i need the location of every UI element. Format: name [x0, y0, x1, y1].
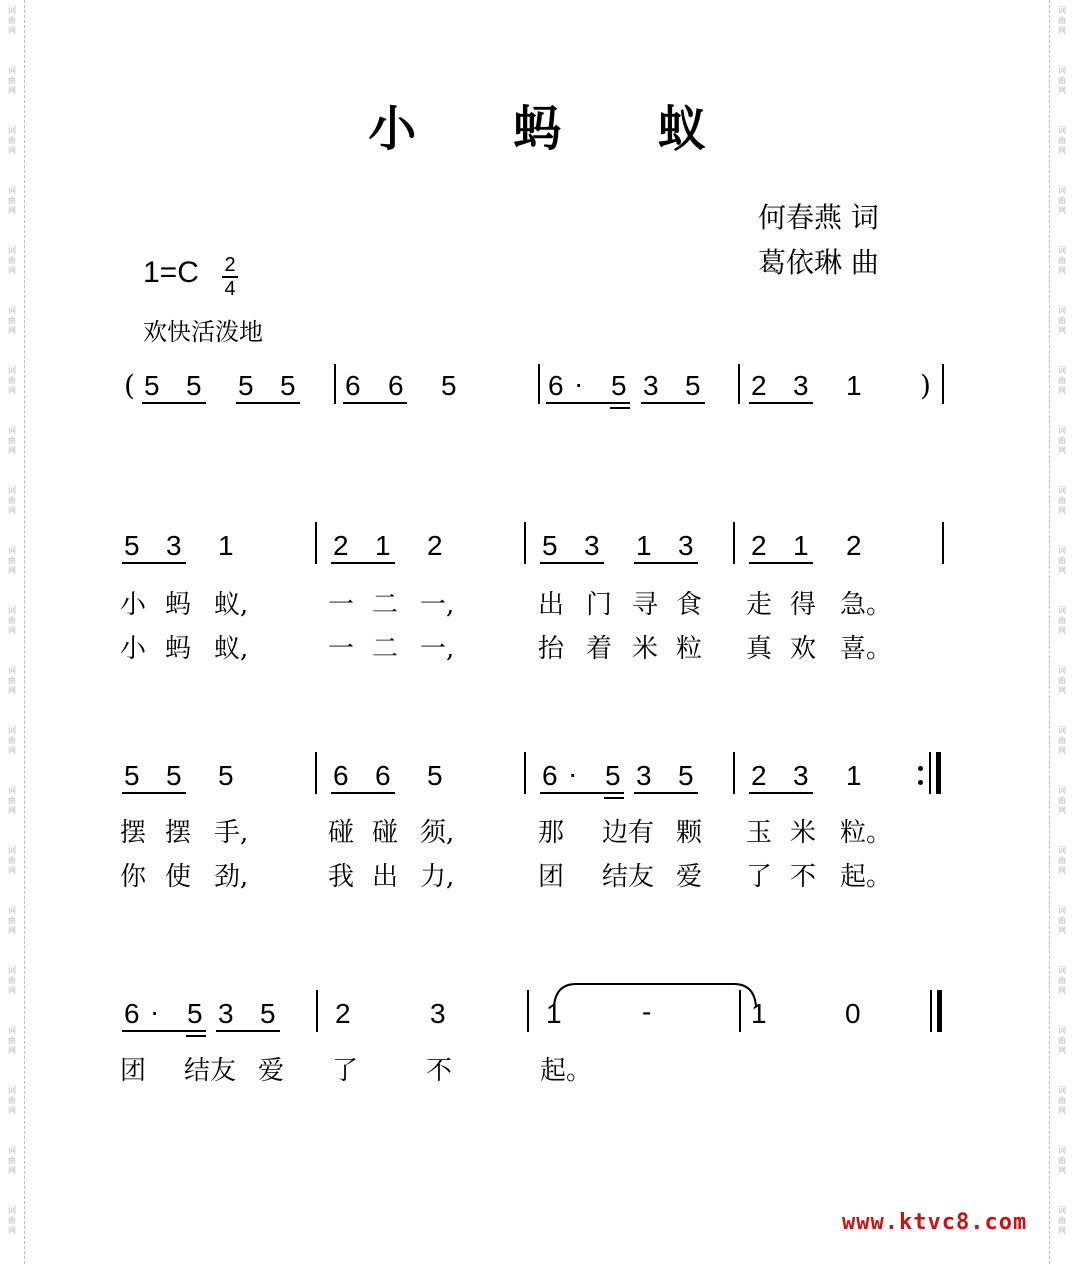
watermark-glyph-group: 词 曲 网 — [1058, 486, 1066, 515]
watermark-glyph-group: 词 曲 网 — [8, 966, 16, 995]
tie-arc — [552, 978, 758, 1008]
lyric: 手, — [214, 818, 249, 848]
lyric: 颗 — [676, 818, 703, 848]
lyric: 劲, — [214, 862, 249, 892]
intro-paren-open: ( — [124, 369, 135, 402]
note: 0 — [845, 998, 861, 1029]
lyric: 了 — [332, 1056, 359, 1086]
repeat-dot — [918, 780, 923, 785]
intro-paren-close: ) — [920, 369, 931, 402]
lyric: 粒 — [676, 634, 703, 664]
barline — [733, 752, 735, 794]
watermark-glyph-group: 词 曲 网 — [1058, 546, 1066, 575]
note: 5 — [678, 760, 694, 791]
watermark-glyph-group: 词 曲 网 — [8, 66, 16, 95]
dot: · — [150, 996, 160, 1027]
watermark-glyph-group: 词 曲 网 — [1058, 846, 1066, 875]
note: 5 — [685, 370, 701, 401]
watermark-glyph-group: 词 曲 网 — [8, 906, 16, 935]
lyric: 食 — [676, 590, 703, 620]
lyric: 碰 — [328, 818, 355, 848]
lyric: 不 — [426, 1056, 453, 1086]
watermark-glyph-group: 词 曲 网 — [1058, 126, 1066, 155]
note: 2 — [427, 530, 443, 561]
note: 5 — [144, 370, 160, 401]
lyric: 一, — [420, 590, 455, 620]
note: 6 — [388, 370, 404, 401]
barline — [942, 522, 944, 564]
watermark-glyph-group: 词 曲 网 — [1058, 606, 1066, 635]
lyric: 团 — [538, 862, 565, 892]
lyric: 小 — [120, 634, 147, 664]
note: 5 — [427, 760, 443, 791]
lyric: 力, — [420, 862, 455, 892]
lyric: 米 — [632, 634, 659, 664]
barline — [316, 990, 318, 1032]
lyric: 寻 — [632, 590, 659, 620]
watermark-glyph-group: 词 曲 网 — [1058, 666, 1066, 695]
lyric: 着 — [586, 634, 613, 664]
barline — [942, 364, 944, 404]
lyric: 我 — [328, 862, 355, 892]
lyric: 二 — [372, 634, 399, 664]
lyric: 二 — [372, 590, 399, 620]
note: 2 — [751, 370, 767, 401]
watermark-glyph-group: 词 曲 网 — [8, 1086, 16, 1115]
barline — [315, 752, 317, 794]
watermark-glyph-group: 词 曲 网 — [1058, 786, 1066, 815]
note: 1 — [218, 530, 234, 561]
watermark-glyph-group: 词 曲 网 — [1058, 6, 1066, 35]
repeat-barline — [929, 752, 931, 794]
site-watermark: www.ktvc8.com — [842, 1210, 1028, 1235]
right-watermark-strip — [1049, 0, 1074, 1264]
lyric: 急。 — [840, 590, 893, 620]
watermark-glyph-group: 词 曲 网 — [8, 1206, 16, 1235]
note: 5 — [611, 370, 627, 401]
note: 5 — [218, 760, 234, 791]
note: 5 — [124, 530, 140, 561]
note: 3 — [793, 370, 809, 401]
note: 5 — [441, 370, 457, 401]
note: 3 — [643, 370, 659, 401]
watermark-glyph-group: 词 曲 网 — [1058, 306, 1066, 335]
left-watermark-strip — [0, 0, 25, 1264]
note: 6 — [333, 760, 349, 791]
lyric: 摆 — [120, 818, 147, 848]
lyric: 起。 — [840, 862, 893, 892]
note: 5 — [166, 760, 182, 791]
lyric: 玉 — [746, 818, 773, 848]
lyric: 一, — [420, 634, 455, 664]
note: 5 — [605, 760, 621, 791]
note: 2 — [751, 760, 767, 791]
watermark-glyph-group: 词 曲 网 — [8, 606, 16, 635]
lyric: 那 — [538, 818, 565, 848]
time-signature — [221, 254, 239, 300]
lyric: 出 — [372, 862, 399, 892]
lyric: 喜。 — [840, 634, 893, 664]
watermark-glyph-group: 词 曲 网 — [1058, 1206, 1066, 1235]
note: 5 — [187, 998, 203, 1029]
watermark-glyph-group: 词 曲 网 — [1058, 1146, 1066, 1175]
lyric: 米 — [790, 818, 817, 848]
note: 1 — [846, 370, 862, 401]
watermark-glyph-group: 词 曲 网 — [1058, 186, 1066, 215]
note: 5 — [542, 530, 558, 561]
lyric: 真 — [746, 634, 773, 664]
watermark-glyph-group: 词 曲 网 — [8, 186, 16, 215]
lyric: 得 — [790, 590, 817, 620]
barline — [334, 364, 336, 404]
lyric: 须, — [420, 818, 455, 848]
note: 3 — [636, 760, 652, 791]
lyric: 蚁, — [214, 634, 249, 664]
lyric: 结友 — [602, 862, 655, 892]
dot: · — [568, 758, 578, 789]
lyric: 摆 — [165, 818, 192, 848]
watermark-glyph-group: 词 曲 网 — [1058, 966, 1066, 995]
repeat-thick-barline — [936, 752, 941, 794]
final-barline-thin — [930, 990, 932, 1032]
lyric: 蚂 — [165, 634, 192, 664]
note: 2 — [751, 530, 767, 561]
note: 5 — [186, 370, 202, 401]
watermark-glyph-group: 词 曲 网 — [8, 426, 16, 455]
lyric: 不 — [790, 862, 817, 892]
note: 3 — [218, 998, 234, 1029]
note: 1 — [636, 530, 652, 561]
note: 6 — [548, 370, 564, 401]
lyricist-credit: 何春燕 词 — [758, 201, 879, 234]
lyric: 欢 — [790, 634, 817, 664]
barline — [524, 752, 526, 794]
lyric: 粒。 — [840, 818, 893, 848]
composer-credit: 葛依琳 曲 — [758, 246, 879, 279]
watermark-glyph-group: 词 曲 网 — [8, 6, 16, 35]
lyric: 了 — [746, 862, 773, 892]
barline — [527, 990, 529, 1032]
lyric: 走 — [746, 590, 773, 620]
lyric: 使 — [165, 862, 192, 892]
watermark-glyph-group: 词 曲 网 — [8, 666, 16, 695]
note: 1 — [793, 530, 809, 561]
lyric: 团 — [120, 1056, 147, 1086]
key-signature: 1=C — [143, 256, 199, 289]
watermark-glyph-group: 词 曲 网 — [8, 846, 16, 875]
barline — [315, 522, 317, 564]
watermark-glyph-group: 词 曲 网 — [8, 1026, 16, 1055]
note: 1 — [846, 760, 862, 791]
note: 3 — [584, 530, 600, 561]
watermark-glyph-group: 词 曲 网 — [8, 1146, 16, 1175]
watermark-glyph-group: 词 曲 网 — [1058, 726, 1066, 755]
final-barline-thick — [937, 990, 942, 1032]
barline — [739, 990, 741, 1032]
watermark-glyph-group: 词 曲 网 — [8, 366, 16, 395]
note: 1 — [751, 998, 767, 1029]
song-title: 小 蚂 蚁 — [368, 101, 746, 157]
note: 5 — [260, 998, 276, 1029]
note: 6 — [542, 760, 558, 791]
lyric: 结友 — [184, 1056, 237, 1086]
lyric: 小 — [120, 590, 147, 620]
tempo-marking: 欢快活泼地 — [143, 318, 263, 346]
note: 6 — [345, 370, 361, 401]
watermark-glyph-group: 词 曲 网 — [1058, 66, 1066, 95]
lyric: 起。 — [540, 1056, 593, 1086]
note: 1 — [546, 998, 562, 1029]
lyric: 门 — [586, 590, 613, 620]
watermark-glyph-group: 词 曲 网 — [1058, 906, 1066, 935]
watermark-glyph-group: 词 曲 网 — [1058, 1086, 1066, 1115]
barline — [738, 364, 740, 404]
time-signature-bottom: 4 — [224, 278, 236, 300]
dot: · — [574, 368, 584, 399]
note: 6 — [375, 760, 391, 791]
barline — [524, 522, 526, 564]
lyric: 蚂 — [165, 590, 192, 620]
lyric: 碰 — [372, 818, 399, 848]
note: - — [642, 996, 652, 1027]
note: 2 — [846, 530, 862, 561]
time-signature-top: 2 — [224, 254, 236, 276]
barline — [733, 522, 735, 564]
lyric: 一 — [328, 590, 355, 620]
note: 5 — [238, 370, 254, 401]
watermark-glyph-group: 词 曲 网 — [1058, 246, 1066, 275]
watermark-glyph-group: 词 曲 网 — [8, 486, 16, 515]
lyric: 出 — [538, 590, 565, 620]
watermark-glyph-group: 词 曲 网 — [8, 126, 16, 155]
barline — [538, 364, 540, 404]
note: 2 — [333, 530, 349, 561]
lyric: 爱 — [258, 1056, 285, 1086]
note: 5 — [280, 370, 296, 401]
lyric: 你 — [120, 862, 147, 892]
lyric: 抬 — [538, 634, 565, 664]
watermark-glyph-group: 词 曲 网 — [8, 546, 16, 575]
note: 3 — [678, 530, 694, 561]
note: 1 — [375, 530, 391, 561]
note: 3 — [166, 530, 182, 561]
watermark-glyph-group: 词 曲 网 — [1058, 426, 1066, 455]
lyric: 蚁, — [214, 590, 249, 620]
watermark-glyph-group: 词 曲 网 — [1058, 1026, 1066, 1055]
note: 5 — [124, 760, 140, 791]
watermark-glyph-group: 词 曲 网 — [8, 306, 16, 335]
repeat-dot — [918, 766, 923, 771]
watermark-glyph-group: 词 曲 网 — [1058, 366, 1066, 395]
lyric: 一 — [328, 634, 355, 664]
note: 6 — [124, 998, 140, 1029]
lyric: 爱 — [676, 862, 703, 892]
note: 2 — [335, 998, 351, 1029]
note: 3 — [430, 998, 446, 1029]
lyric: 边有 — [602, 818, 655, 848]
watermark-glyph-group: 词 曲 网 — [8, 726, 16, 755]
watermark-glyph-group: 词 曲 网 — [8, 246, 16, 275]
watermark-glyph-group: 词 曲 网 — [8, 786, 16, 815]
note: 3 — [793, 760, 809, 791]
